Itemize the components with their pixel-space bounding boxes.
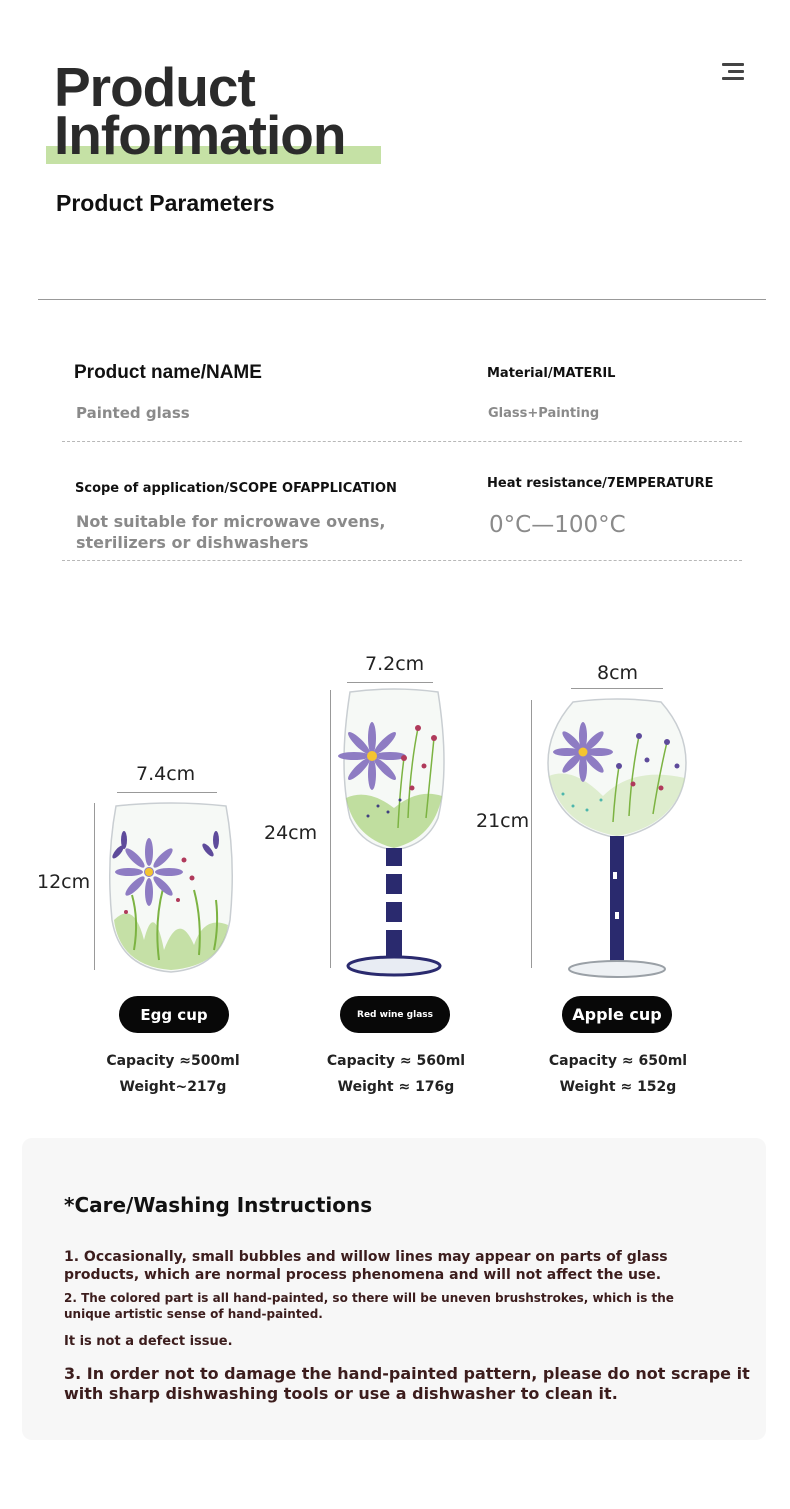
menu-lines-icon[interactable] (720, 63, 744, 81)
apple-cup-height: 21cm (476, 810, 530, 832)
egg-cup-height: 12cm (37, 871, 91, 893)
egg-cup-width-line (117, 792, 217, 793)
egg-cup-width: 7.4cm (136, 763, 196, 785)
egg-cup-image (104, 800, 238, 976)
param-divider-1 (62, 441, 742, 442)
care-item-2: 2. The colored part is all hand-painted, so there will be uneven brushstrokes, which is the unique artistic sense of hand-painted. (64, 1291, 674, 1321)
wine-glass-weight: Weight ≈ 176g (337, 1079, 455, 1095)
product-name-label: Product name/NAME (74, 362, 262, 383)
page-title-line2: Information (54, 104, 346, 166)
heat-resistance-value: 0°C—100°C (489, 512, 626, 538)
care-item-3: 3. In order not to damage the hand-painted pattern, please do not scrape it with sharp dishwashing tools or use a dishwasher to clean it. (64, 1364, 750, 1403)
apple-cup-width-line (571, 688, 663, 689)
egg-cup-label: Egg cup (119, 996, 229, 1033)
egg-cup-weight: Weight~217g (119, 1079, 227, 1095)
material-label: Material/MATERIL (487, 366, 616, 381)
wine-glass-width: 7.2cm (365, 653, 425, 675)
wine-glass-capacity: Capacity ≈ 560ml (326, 1053, 466, 1069)
wine-glass-image (338, 688, 450, 978)
product-name-value: Painted glass (76, 404, 190, 422)
material-value: Glass+Painting (488, 406, 600, 421)
apple-cup-width: 8cm (597, 662, 639, 684)
scope-value (76, 511, 385, 553)
egg-cup-capacity: Capacity ≈500ml (106, 1053, 240, 1069)
section-subtitle: Product Parameters (56, 190, 275, 216)
page-title-line1: Product (54, 56, 255, 118)
care-item-2-note: It is not a defect issue. (64, 1334, 233, 1349)
apple-cup-capacity: Capacity ≈ 650ml (548, 1053, 688, 1069)
scope-label: Scope of application/SCOPE OFAPPLICATION (75, 481, 397, 496)
wine-glass-label: Red wine glass (340, 996, 450, 1033)
section-divider (38, 299, 766, 300)
egg-cup-height-line (94, 803, 95, 970)
apple-cup-image (543, 696, 691, 980)
page-title (46, 58, 386, 168)
wine-glass-height: 24cm (264, 822, 318, 844)
wine-glass-width-line (347, 682, 433, 683)
scope-value-line1: Not suitable for microwave ovens, (76, 512, 386, 531)
param-divider-2 (62, 560, 742, 561)
care-item-1: 1. Occasionally, small bubbles and willow lines may appear on parts of glass products, which are normal process phenomena and will not affect the use. (64, 1249, 668, 1283)
apple-cup-height-line (531, 700, 532, 968)
apple-cup-weight: Weight ≈ 152g (559, 1079, 677, 1095)
scope-value-line2: sterilizers or dishwashers (76, 533, 309, 552)
care-title: *Care/Washing Instructions (64, 1193, 373, 1217)
heat-resistance-label: Heat resistance/7EMPERATURE (487, 476, 714, 491)
wine-glass-height-line (330, 690, 331, 968)
apple-cup-label: Apple cup (562, 996, 672, 1033)
